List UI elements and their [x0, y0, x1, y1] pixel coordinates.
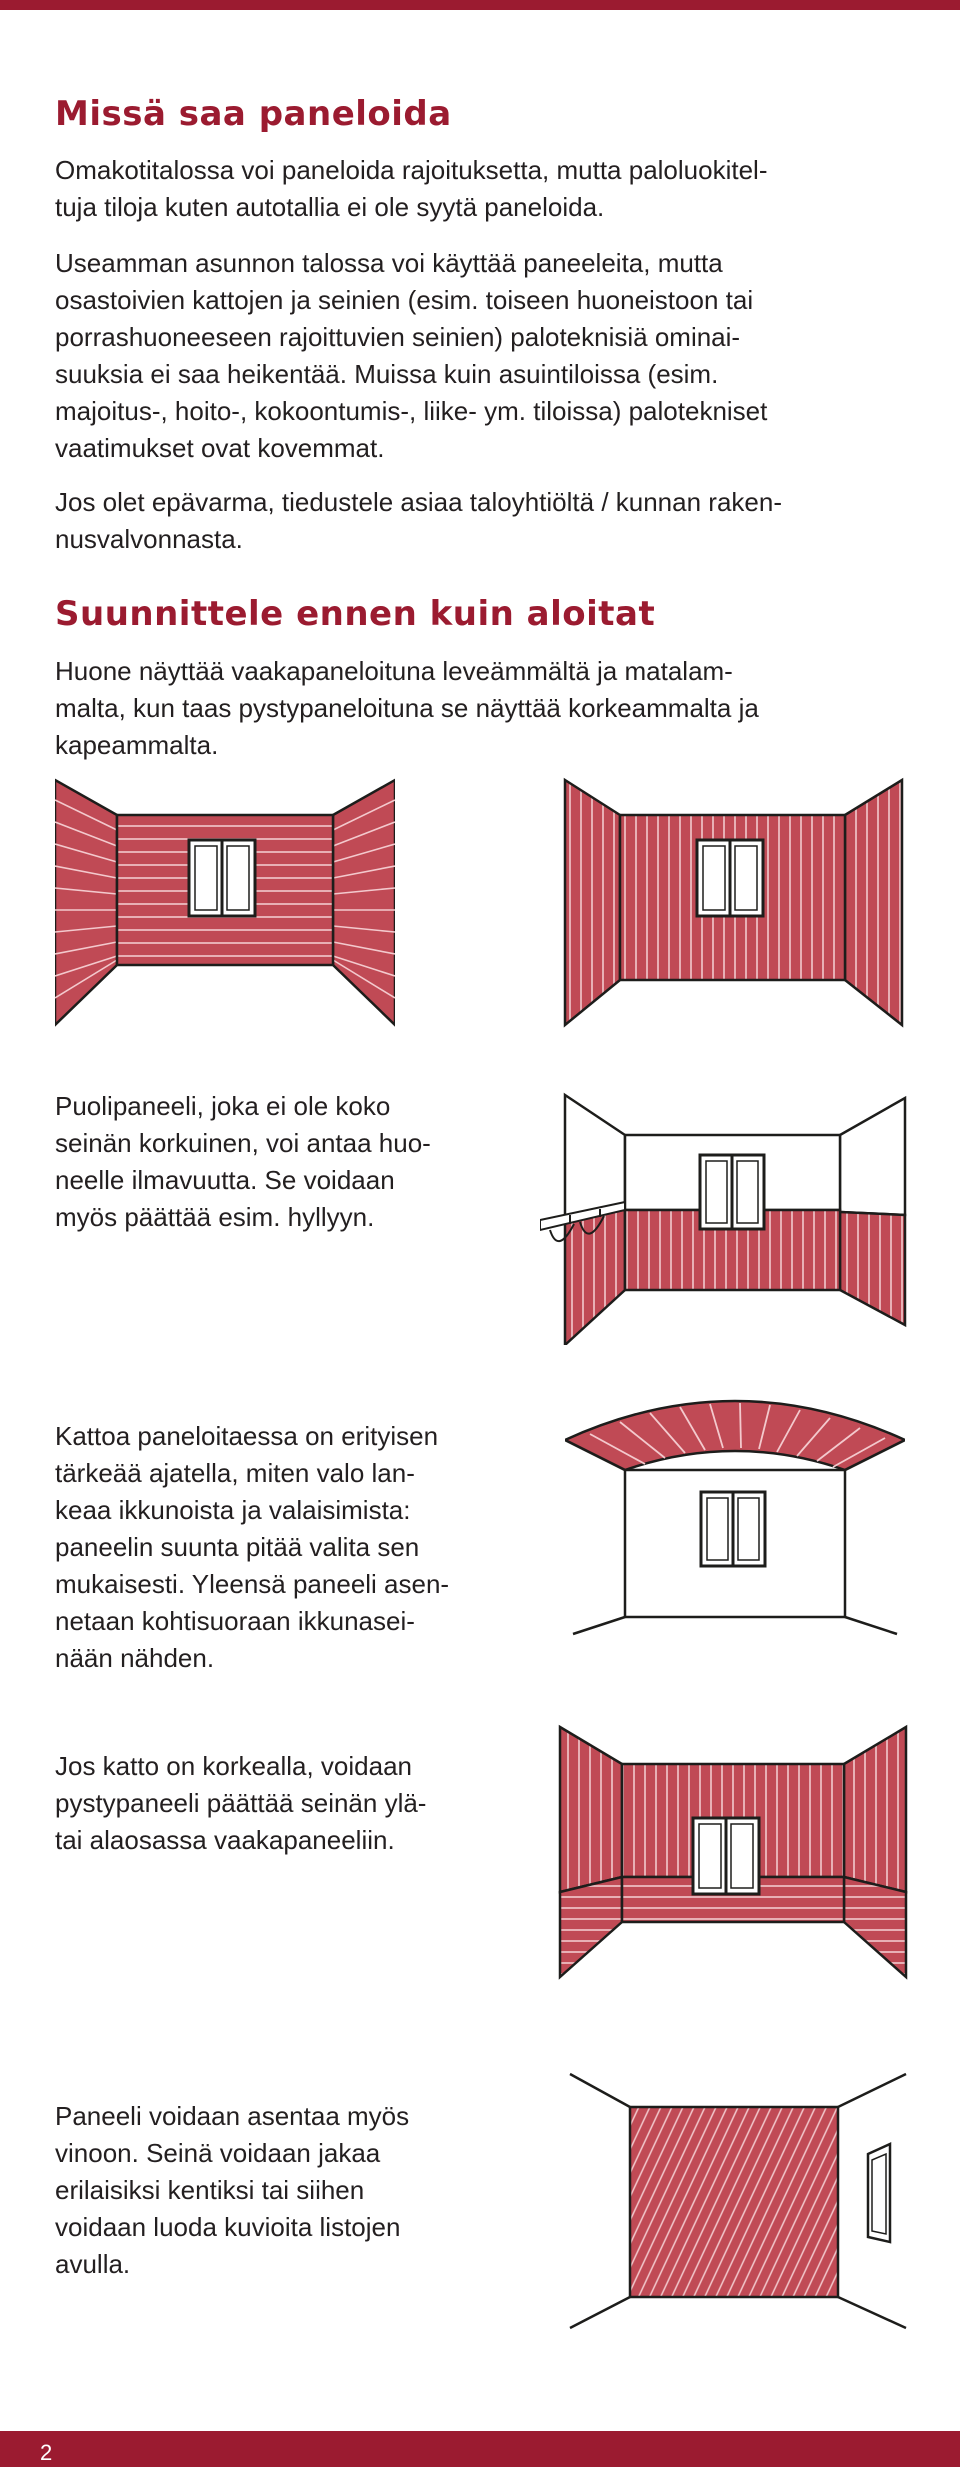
- tip-half-panel: Puolipaneeli, joka ei ole koko seinän korkuinen, voi antaa huo- neelle ilmavuutta. Se voidaan myös päättää esim. hyllyyn.: [55, 1091, 431, 1232]
- tip-diagonal-panel: Paneeli voidaan asentaa myös vinoon. Seinä voidaan jakaa erilaisiksi kentiksi tai siihen voidaan luoda kuvioita listojen avulla.: [55, 2101, 410, 2279]
- window-icon: [697, 840, 763, 916]
- tip-ceiling-panel: Kattoa paneloitaessa on erityisen tärkeää ajatella, miten valo lan- keaa ikkunoista ja valaisimista: paneelin suunta pitää valita sen mukaisesti. Yleensä paneeli asen- netaan kohtisuoraan ikkunasei- nään nähden.: [55, 1421, 450, 1673]
- window-icon: [701, 1492, 765, 1566]
- half-panel-room-illustration: [540, 1090, 910, 1345]
- window-icon: [693, 1818, 759, 1894]
- window-icon: [700, 1155, 764, 1229]
- side-window-icon: [868, 2144, 890, 2242]
- diagonal-panel-room-illustration: [568, 2072, 908, 2330]
- panelled-ceiling-illustration: [565, 1392, 905, 1637]
- bottom-accent-bar: [0, 2431, 960, 2467]
- section-title-where-to-panel: Missä saa paneloida: [55, 94, 452, 134]
- mixed-panel-room-illustration: [558, 1722, 908, 1980]
- paragraph-if-unsure: Jos olet epävarma, tiedustele asiaa taloyhtiöltä / kunnan raken- nusvalvonnasta.: [55, 487, 782, 554]
- paragraph-apartment-building: Useamman asunnon talossa voi käyttää paneeleita, mutta osastoivien kattojen ja seinien (esim. toiseen huoneistoon tai porrashuoneeseen rajoittuvien seinien) paloteknisiä ominai- suuksia ei saa heikentää. Muissa kuin asuintiloissa (esim. majoitus-, hoito-, kokoontumis-, liike- ym. tiloissa) palotekniset vaatimukset ovat kovemmat.: [55, 248, 768, 463]
- window-icon: [189, 840, 255, 916]
- horizontal-panel-room-illustration: [55, 775, 395, 1030]
- paragraph-detached-house: Omakotitalossa voi paneloida rajoituksetta, mutta paloluokitel- tuja tiloja kuten autotallia ei ole syytä paneloida.: [55, 155, 768, 222]
- tip-high-ceiling: Jos katto on korkealla, voidaan pystypaneeli päättää seinän ylä- tai alaosassa vaakapaneeliin.: [55, 1751, 427, 1855]
- paragraph-room-appearance: Huone näyttää vaakapaneloituna leveämmältä ja matalam- malta, kun taas pystypaneloituna se näyttää korkeammalta ja kapeammalta.: [55, 656, 759, 760]
- section-title-plan-before: Suunnittele ennen kuin aloitat: [55, 594, 656, 634]
- top-accent-bar: [0, 0, 960, 10]
- vertical-panel-room-illustration: [560, 775, 905, 1030]
- page-number: 2: [40, 2440, 53, 2465]
